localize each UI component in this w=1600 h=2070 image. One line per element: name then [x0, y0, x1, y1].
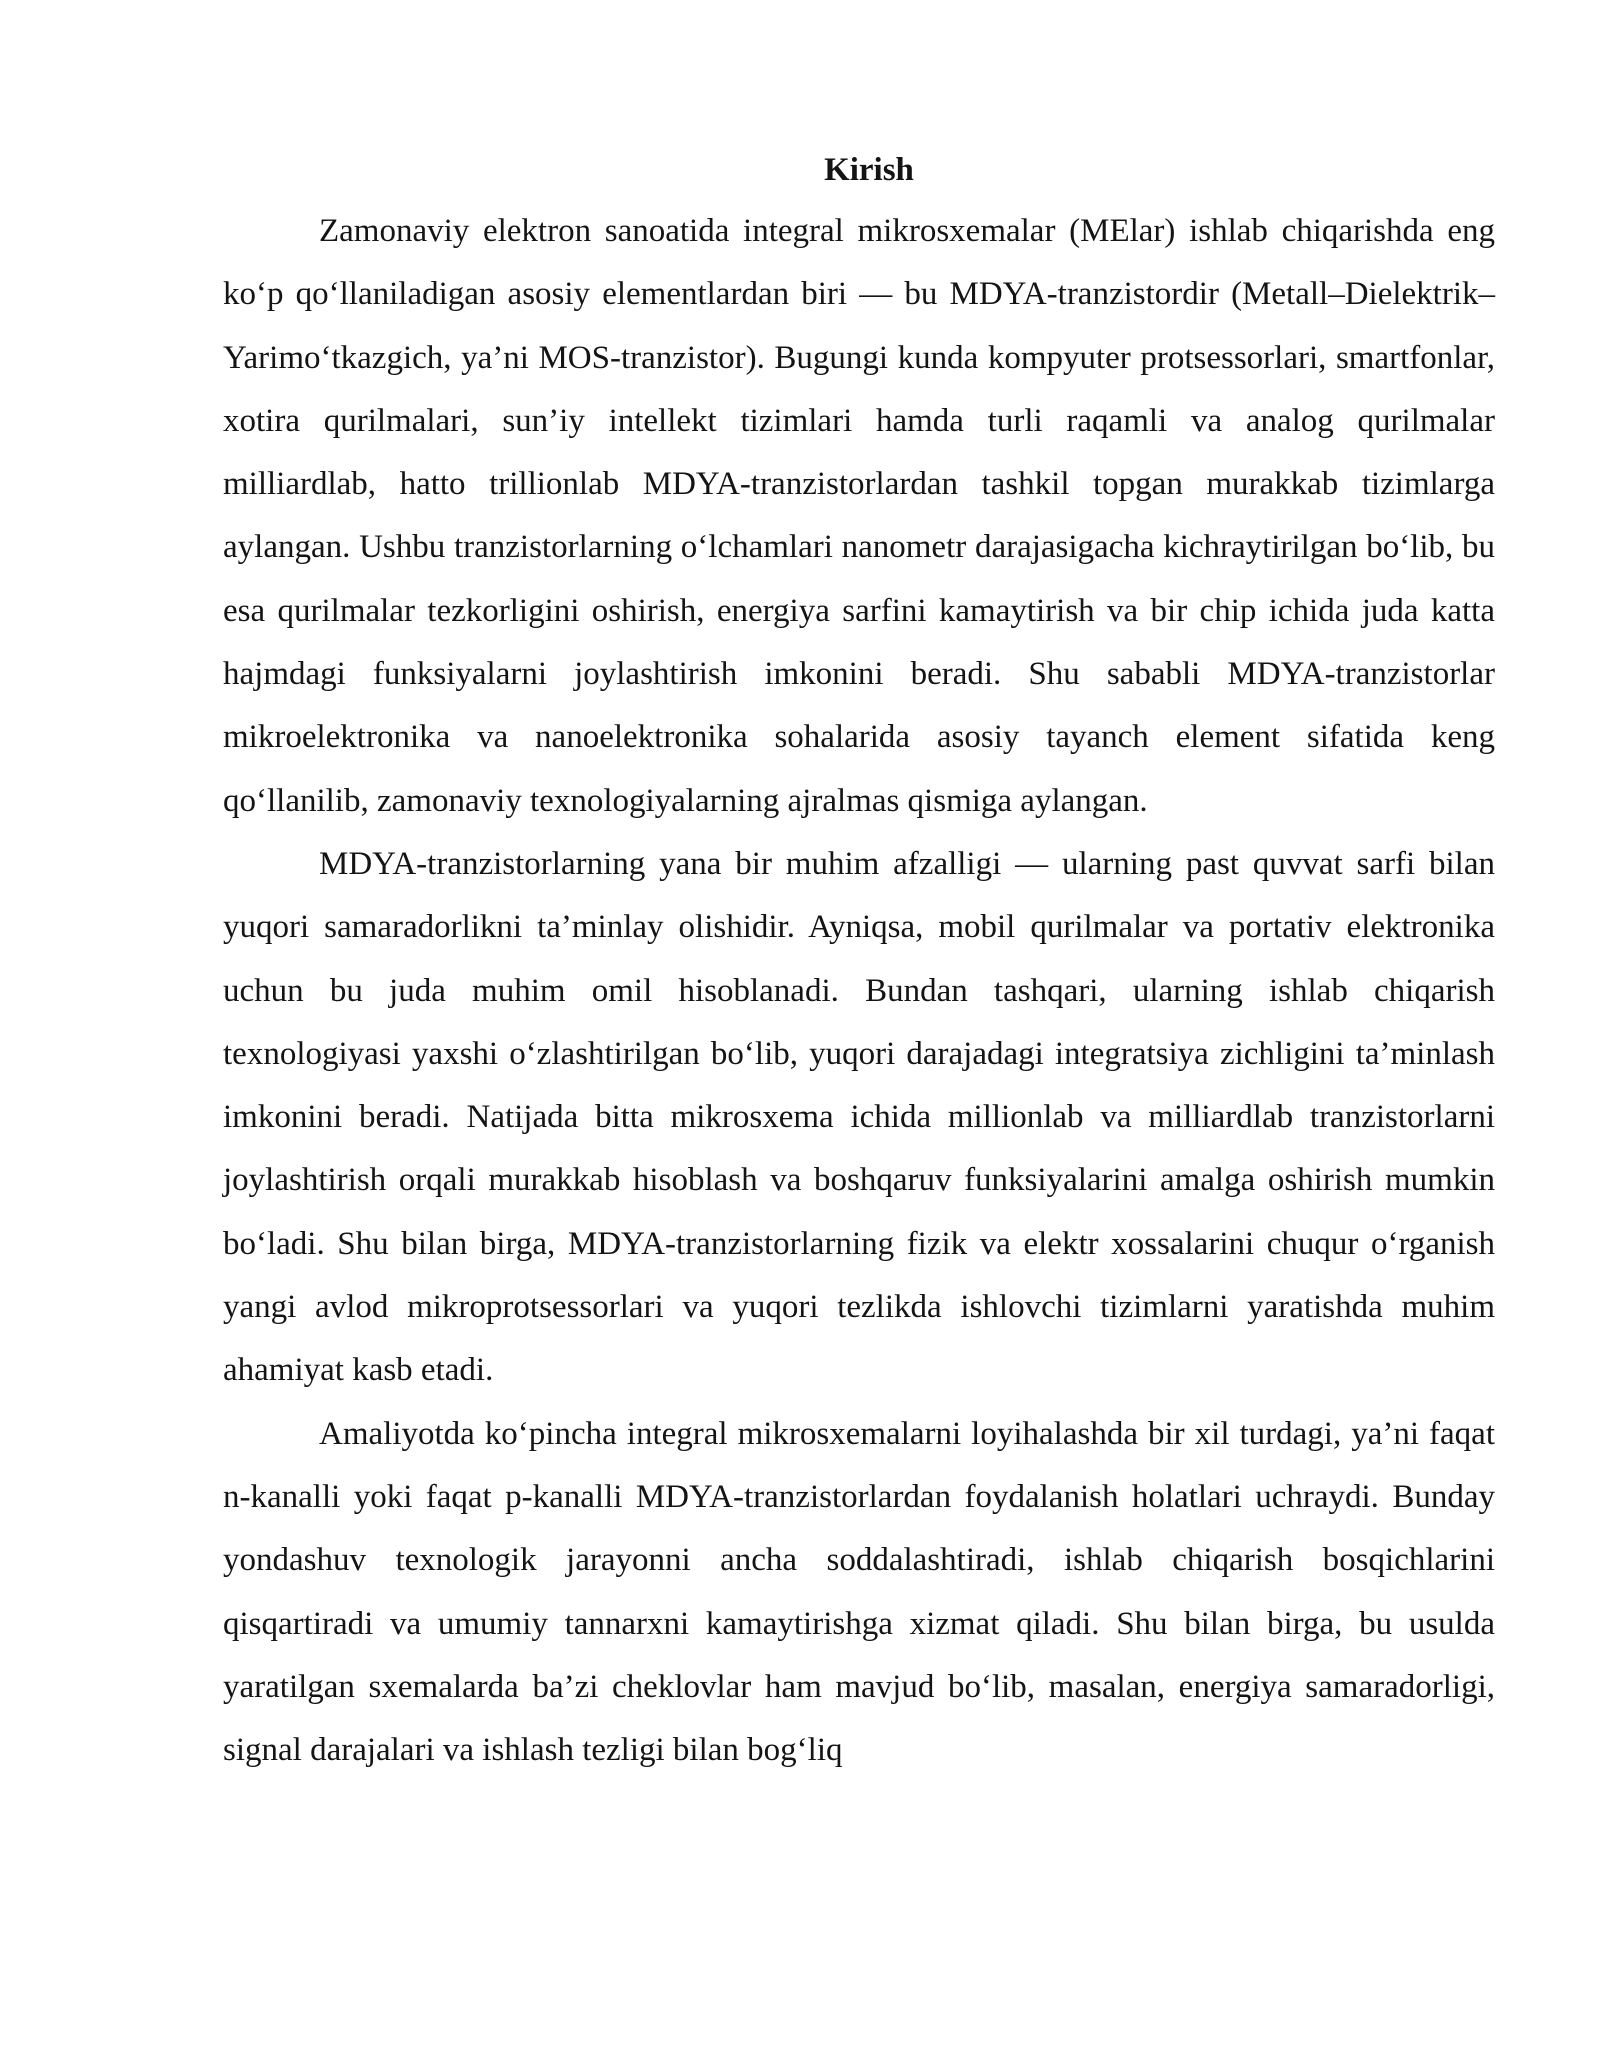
paragraph-1: Zamonaviy elektron sanoatida integral mikrosxemalar (MElar) ishlab chiqarishda eng ko‘p qo‘llaniladigan asosiy elementlardan biri — bu MDYA-tranzistordir (Metall–Dielektrik–Yarimo‘tkazgich, ya’ni MOS-tranzistor). Bugungi kunda kompyuter protsessorlari, smartfonlar, xotira qurilmalari, sun’iy intellekt tizimlari hamda turli raqamli va analog qurilmalar milliardlab, hatto trillionlab MDYA-tranzistorlardan tashkil topgan murakkab tizimlarga aylangan. Ushbu tranzistorlarning o‘lchamlari nanometr darajasigacha kichraytirilgan bo‘lib, bu esa qurilmalar tezkorligini oshirish, energiya sarfini kamaytirish va bir chip ichida juda katta hajmdagi funksiyalarni joylashtirish imkonini beradi. Shu sababli MDYA-tranzistorlar mikroelektronika va nanoelektronika sohalarida asosiy tayanch element sifatida keng qo‘llanilib, zamonaviy texnologiyalarning ajralmas qismiga aylangan.	[223, 213, 1495, 819]
paragraph-2: MDYA-tranzistorlarning yana bir muhim afzalligi — ularning past quvvat sarfi bilan yuqori samaradorlikni ta’minlay olishidir. Ayniqsa, mobil qurilmalar va portativ elektronika uchun bu juda muhim omil hisoblanadi. Bundan tashqari, ularning ishlab chiqarish texnologiyasi yaxshi o‘zlashtirilgan bo‘lib, yuqori darajadagi integratsiya zichligini ta’minlash imkonini beradi. Natijada bitta mikrosxema ichida millionlab va milliardlab tranzistorlarni joylashtirish orqali murakkab hisoblash va boshqaruv funksiyalarini amalga oshirish mumkin bo‘ladi. Shu bilan birga, MDYA-tranzistorlarning fizik va elektr xossalarini chuqur o‘rganish yangi avlod mikroprotsessorlari va yuqori tezlikda ishlovchi tizimlarni yaratishda muhim ahamiyat kasb etadi.	[223, 845, 1495, 1389]
page-title: Kirish	[824, 152, 914, 188]
document-body	[223, 140, 1495, 1782]
paragraph-3: Amaliyotda ko‘pincha integral mikrosxemalarni loyihalashda bir xil turdagi, ya’ni faqat n-kanalli yoki faqat p-kanalli MDYA-tranzistorlardan foydalanish holatlari uchraydi. Bunday yondashuv texnologik jarayonni ancha soddalashtiradi, ishlab chiqarish bosqichlarini qisqartiradi va umumiy tannarxni kamaytirishga xizmat qiladi. Shu bilan birga, bu usulda yaratilgan sxemalarda ba’zi cheklovlar ham mavjud bo‘lib, masalan, energiya samaradorligi, signal darajalari va ishlash tezligi bilan bog‘liq	[223, 1415, 1495, 1769]
